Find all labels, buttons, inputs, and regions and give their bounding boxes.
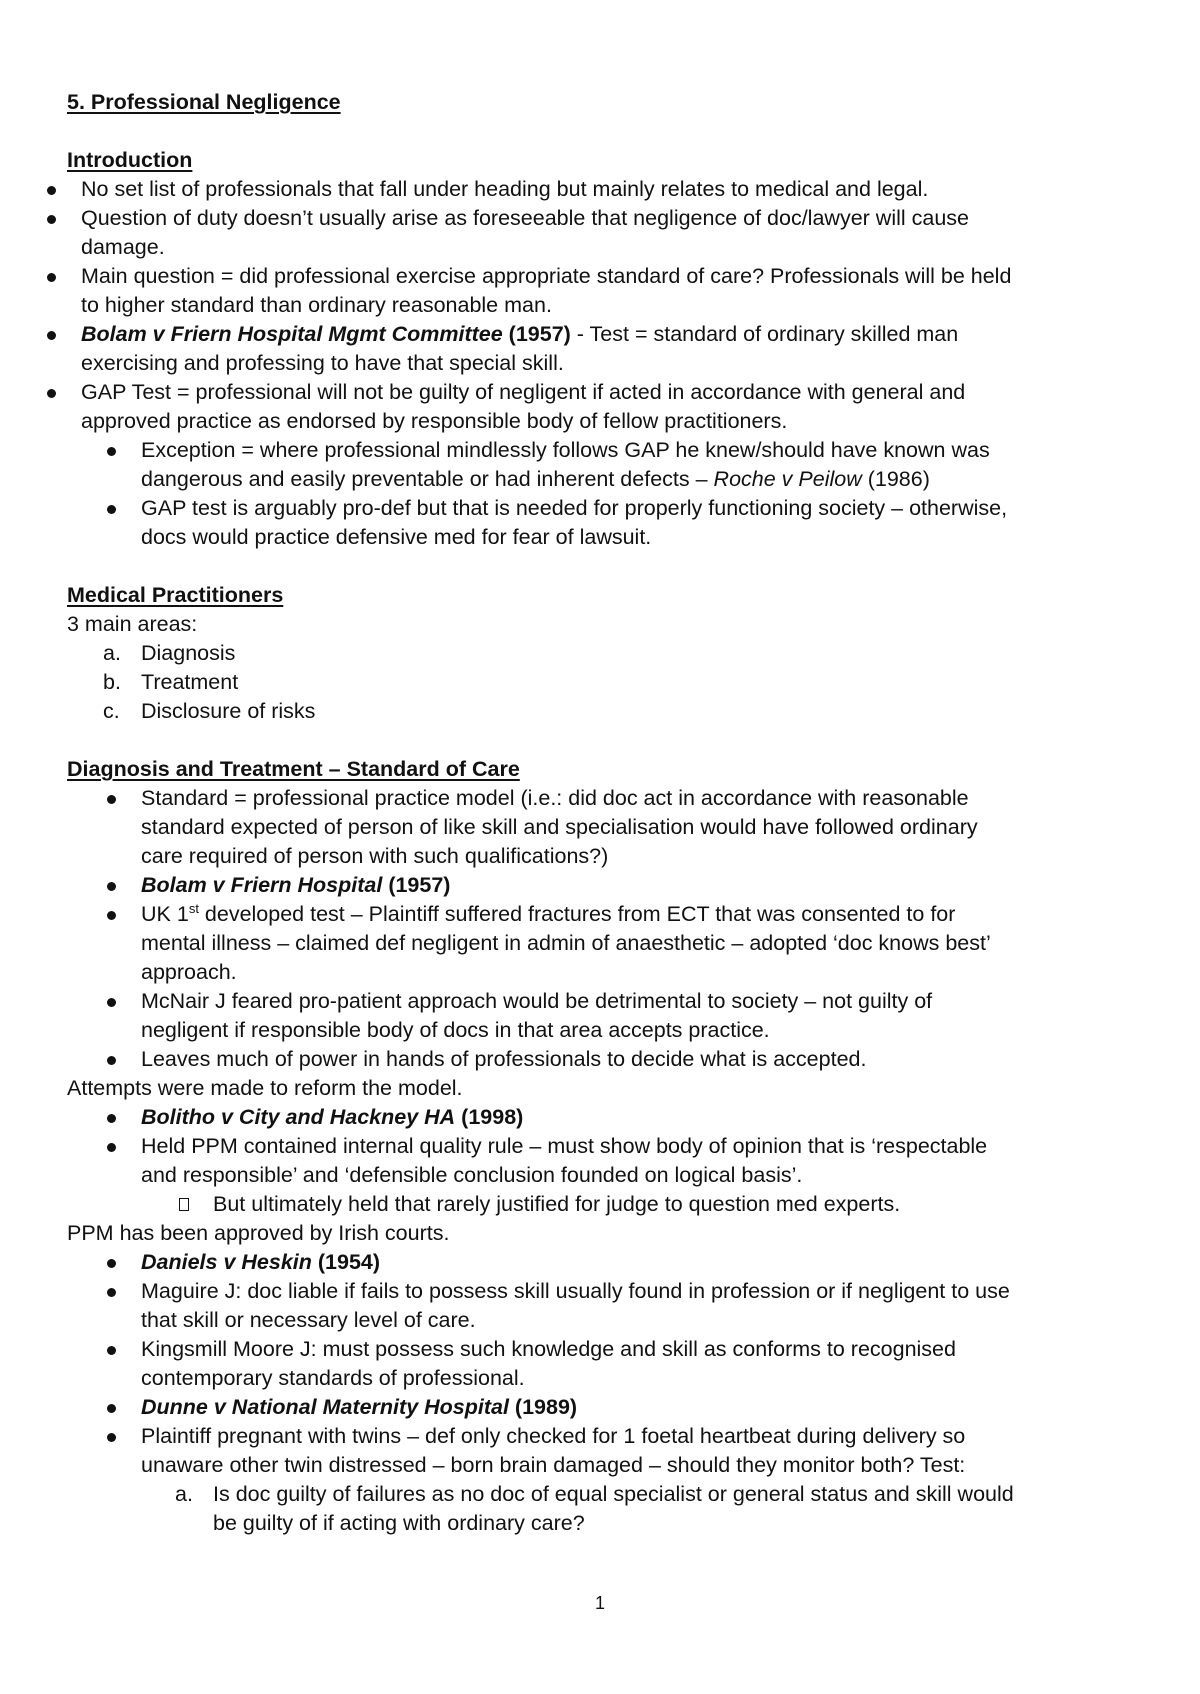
list-item: UK 1st developed test – Plaintiff suffered fractures from ECT that was consented to for mental illness – claimed def negligent in admin of anaesthetic – adopted ‘doc knows best’ approach. — [67, 900, 1147, 987]
list-item: Daniels v Heskin (1954) — [67, 1248, 1147, 1277]
introduction-list — [67, 175, 1147, 552]
medical-practitioners-heading: Medical Practitioners — [67, 583, 284, 607]
list-item: Main question = did professional exercise appropriate standard of care? Professionals will be held to higher standard than ordinary reasonable man. — [67, 262, 1147, 320]
bullet-icon — [47, 215, 56, 224]
list-marker: a. — [175, 1482, 193, 1506]
list-item: McNair J feared pro-patient approach would be detrimental to society – not guilty of negligent if responsible body of docs in that area accepts practice. — [67, 987, 1147, 1045]
bullet-icon — [107, 1404, 116, 1413]
bullet-icon — [107, 1056, 116, 1065]
diagnosis-list — [67, 784, 1147, 1074]
list-item: Held PPM contained internal quality rule – must show body of opinion that is ‘respectable and responsible’ and ‘defensible conclusion founded on logical basis’. — [67, 1132, 1147, 1190]
bullet-icon — [107, 911, 116, 920]
diagnosis-heading: Diagnosis and Treatment – Standard of Care — [67, 757, 520, 781]
bullet-icon — [107, 1346, 116, 1355]
list-marker: a. — [103, 641, 121, 665]
list-item: GAP test is arguably pro-def but that is needed for properly functioning society – otherwise, docs would practice defensive med for fear of lawsuit. — [67, 494, 1147, 552]
document-body — [67, 88, 1147, 1538]
arrow-bullet-icon — [179, 1198, 189, 1211]
list-item: GAP Test = professional will not be guilty of negligent if acted in accordance with general and approved practice as endorsed by responsible body of fellow practitioners. — [67, 378, 1147, 436]
reform-note: Attempts were made to reform the model. — [67, 1076, 463, 1100]
bullet-icon — [47, 389, 56, 398]
document-title: 5. Professional Negligence — [67, 90, 341, 114]
irish-courts-note: PPM has been approved by Irish courts. — [67, 1221, 450, 1245]
list-item: a. Is doc guilty of failures as no doc of equal specialist or general status and skill would be guilty of if acting with ordinary care? — [175, 1482, 1014, 1535]
irish-cases-list — [67, 1248, 1147, 1538]
introduction-heading: Introduction — [67, 148, 193, 172]
bolitho-list — [67, 1103, 1147, 1219]
bullet-icon — [107, 795, 116, 804]
list-item: c. Disclosure of risks — [67, 697, 1147, 726]
bullet-icon — [107, 1114, 116, 1123]
bullet-icon — [107, 1433, 116, 1442]
list-item: Dunne v National Maternity Hospital (1989) — [67, 1393, 1147, 1422]
list-item: Leaves much of power in hands of professionals to decide what is accepted. — [67, 1045, 1147, 1074]
list-item: Bolam v Friern Hospital (1957) — [67, 871, 1147, 900]
bullet-icon — [107, 882, 116, 891]
bullet-icon — [107, 505, 116, 514]
list-item: Exception = where professional mindlessly follows GAP he knew/should have known was dangerous and easily preventable or had inherent defects – Roche v Peilow (1986) — [67, 436, 1147, 494]
page-number: 1 — [594, 1593, 605, 1613]
list-item: Standard = professional practice model (i.e.: did doc act in accordance with reasonable standard expected of person of like skill and specialisation would have followed ordinary care required of person with such qualifications?) — [67, 784, 1147, 871]
list-item: b. Treatment — [67, 668, 1147, 697]
case-name: Bolam v Friern Hospital — [141, 873, 383, 897]
list-item: Maguire J: doc liable if fails to possess skill usually found in profession or if negligent to use that skill or necessary level of care. — [67, 1277, 1147, 1335]
list-item: No set list of professionals that fall under heading but mainly relates to medical and legal. — [67, 175, 1147, 204]
bullet-icon — [107, 447, 116, 456]
case-name: Bolam v Friern Hospital Mgmt Committee — [81, 322, 503, 346]
case-name: Daniels v Heskin — [141, 1250, 312, 1274]
list-item: Bolam v Friern Hospital Mgmt Committee (1957) - Test = standard of ordinary skilled man exercising and professing to have that special skill. — [67, 320, 1147, 378]
list-item: a. Diagnosis — [67, 639, 1147, 668]
bullet-icon — [47, 331, 56, 340]
bullet-icon — [107, 1259, 116, 1268]
list-marker: c. — [103, 699, 120, 723]
case-name: Dunne v National Maternity Hospital — [141, 1395, 509, 1419]
list-item: Question of duty doesn’t usually arise as foreseeable that negligence of doc/lawyer will cause damage. — [67, 204, 1147, 262]
list-item: Bolitho v City and Hackney HA (1998) — [67, 1103, 1147, 1132]
bullet-icon — [107, 1288, 116, 1297]
bullet-icon — [107, 1143, 116, 1152]
areas-list — [67, 639, 1147, 726]
list-marker: b. — [103, 670, 121, 694]
list-item: Kingsmill Moore J: must possess such knowledge and skill as conforms to recognised contemporary standards of professional. — [67, 1335, 1147, 1393]
bullet-icon — [107, 998, 116, 1007]
bullet-icon — [47, 186, 56, 195]
bullet-icon — [47, 273, 56, 282]
areas-intro: 3 main areas: — [67, 612, 198, 636]
case-name: Bolitho v City and Hackney HA — [141, 1105, 456, 1129]
case-name: Roche v Peilow — [713, 467, 862, 491]
list-item: But ultimately held that rarely justified for judge to question med experts. — [67, 1190, 1147, 1219]
list-item: Plaintiff pregnant with twins – def only checked for 1 foetal heartbeat during delivery so unaware other twin distressed – born brain damaged – should they monitor both? Test: — [67, 1422, 1147, 1480]
